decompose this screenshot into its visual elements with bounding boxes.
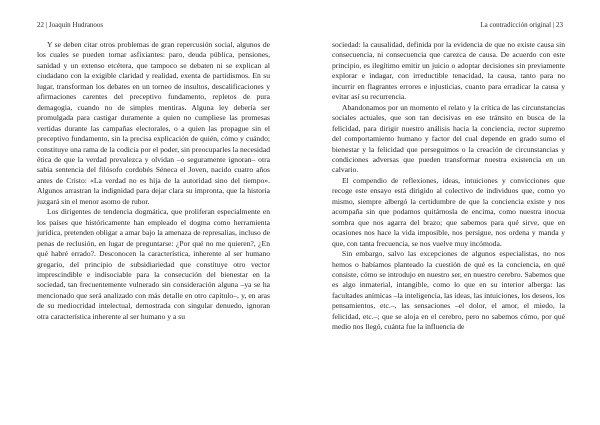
right-page [300, 0, 600, 425]
left-page-body [37, 40, 270, 322]
paragraph: Y se deben citar otros problemas de gran repercusión social, algunos de los cuales se pueden tornar asfixiantes: paro, deuda pública, pensiones, sanidad y un extenso etcétera, que tampoco se debaten ni se explican al ciudadano con la exigible claridad y realidad, exenta de partidismos. En su lugar, transforman los debates en un torneo de insultos, descalificaciones y afirmaciones carentes del preceptivo fundamento, repletos de pura demagogia, cuando no de simples mentiras. Alguna ley debería ser promulgada para castigar duramente a quien no cumpliese las promesas vertidas durante las campañas electorales, o a quien las propague sin el preceptivo fundamento, sin la precisa explicación de quién, cómo y cuándo; constituye una rama de la codicia por el poder, sin preocuparles la necesidad ética de que la verdad prevalezca y olvidan –o seguramente ignoran– otra sabia sentencia del filósofo cordobés Séneca el Joven, nacido cuatro años antes de Cristo: «La verdad no es hija de la autoridad sino del tiempo». Algunos arrastran la indignidad para dejar clara su impronta, que la historia juzgará sin el menor asomo de rubor. [37, 40, 270, 206]
paragraph: sociedad: la causalidad, definida por la evidencia de que no existe causa sin consecuencia, ni consecuencia que carezca de causa. De acuerdo con este principio, es ilegítimo emitir un juicio o adoptar decisiones sin previamente explorar e indagar, con irreductible tenacidad, la causa, tanto para no incurrir en flagrantes errores e injusticias, cuanto para erradicar la causa y evitar así su recurrencia. [332, 40, 565, 102]
right-running-header: La contradicción original | 23 [480, 21, 563, 29]
right-page-body [332, 40, 565, 333]
left-running-header: 22 | Joaquín Hudranoos [37, 21, 104, 29]
paragraph: Sin embargo, salvo las excepciones de algunos especialistas, no nos hemos o habíamos planteado la cuestión de qué es la conciencia, en qué consiste, cómo se introdujo en nuestro ser, en nuestro cerebro. Sabemos que es algo inmaterial, intangible, como lo que en su interior alberga: las facultades anímicas –la inteligencia, las ideas, las intuiciones, los deseos, los pensamientos, etc.–, las sensaciones –el dolor, el amor, el miedo, la felicidad, etc.–; que se aloja en el cerebro, pero no sabemos cómo, por qué medio nos llegó, cuánta fue la influencia de [332, 249, 565, 332]
paragraph: Abandonamos por un momento el relato y la crítica de las circunstancias sociales actuales, que son tan decisivas en ese tránsito en busca de la felicidad, para dirigir nuestro análisis hacia la conciencia, rector supremo del comportamiento humano y factor del cual depende en grado sumo el bienestar y la felicidad que perseguimos o la creación de circunstancias y condiciones adversas que pueden transformar nuestra existencia en un calvario. [332, 102, 565, 175]
paragraph: Los dirigentes de tendencia dogmática, que proliferan especialmente en los países que históricamente han empleado el dogma como herramienta jurídica, pretenden obligar a amar bajo la amenaza de represalias, incluso de penas de reclusión, en lugar de preguntarse: ¿Por qué no me quieren?, ¿En qué habré errado?. Desconocen la característica, inherente al ser humano gregario, del principio de subsidiariedad que constituye otro vector imprescindible e indisociable para la consecución del bienestar en la sociedad, tan frecuentemente vulnerado sin consideración alguna –ya se ha mencionado que será analizado con más detalle en otro capítulo–, y, en aras de su mediocridad intelectual, demostrada con singular denuedo, ignoran otra característica inherente al ser humano y a su [37, 207, 270, 321]
paragraph: El compendio de reflexiones, ideas, intuiciones y convicciones que recoge este ensayo está dirigido al colectivo de individuos que, como yo mismo, siempre albergó la certidumbre de que la conciencia existe y nos acompaña sin que podamos quitárnosla de encima, como nuestra inocua sombra que nos agarra del brazo; que sabemos para qué sirve, que en ocasiones nos hace la vida imposible, nos persigue, nos ordena y manda y que, con tanta frecuencia, se nos vuelve muy incómoda. [332, 175, 565, 248]
